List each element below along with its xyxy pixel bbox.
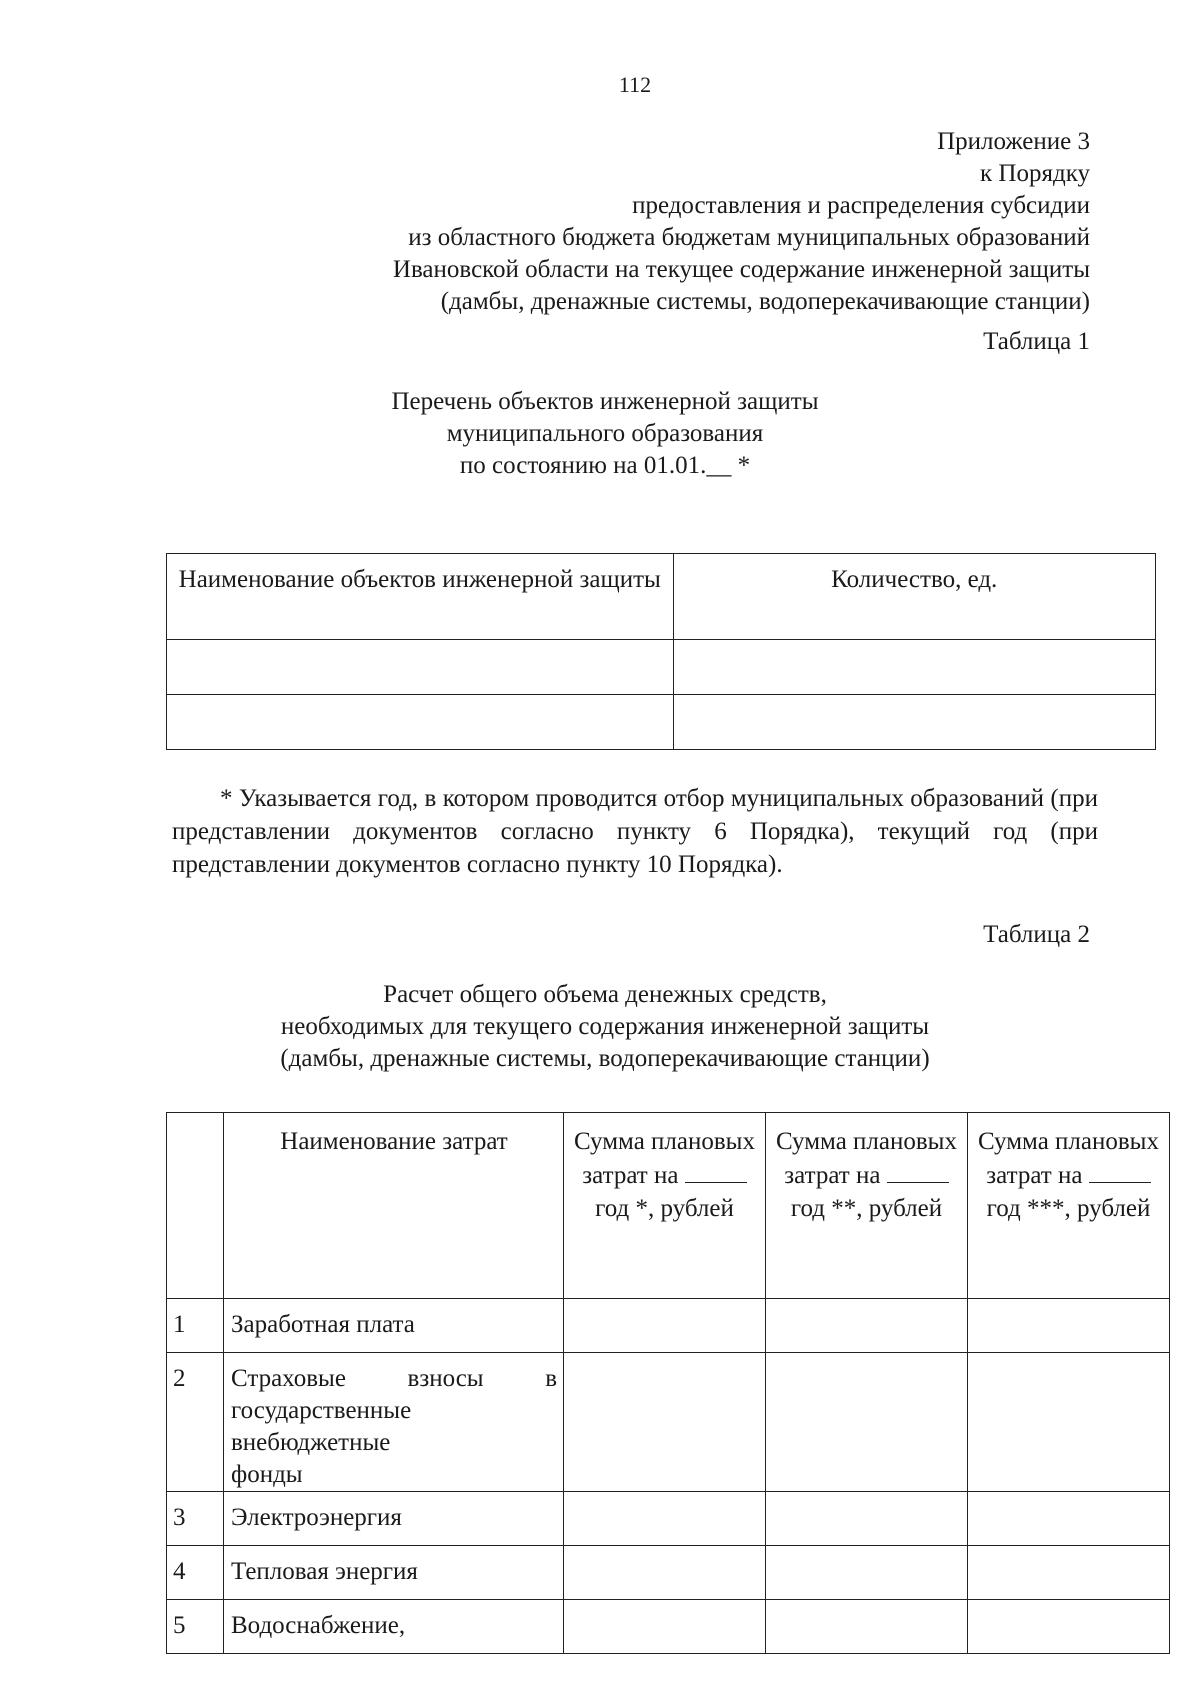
table-cell[interactable] [564,1299,766,1353]
table-cell[interactable] [673,640,1156,695]
row-number: 3 [167,1492,224,1546]
table1-label: Таблица 1 [983,328,1090,355]
header-sum-2 [766,1113,968,1299]
table2-title-line: необходимых для текущего содержания инженерной защиты [280,1013,930,1040]
header-sum-3 [968,1113,1170,1299]
appendix-line: (дамбы, дренажные системы, водоперекачивающие станции) [440,288,1090,315]
table-row [167,1353,1170,1492]
table-cell[interactable] [766,1546,968,1600]
year-blank [887,1158,949,1183]
header-sum-3-suffix: год ***, рублей [986,1195,1151,1222]
header-quantity: Количество, ед. [673,554,1156,640]
table-row [167,695,1156,750]
objects-table [166,553,1156,750]
row-number: 5 [167,1600,224,1654]
table-cell[interactable] [968,1353,1170,1492]
header-sum-2-text: Сумма плановых затрат на [776,1128,957,1189]
table-row [167,1600,1170,1654]
header-sum-3-text: Сумма плановых затрат на [978,1128,1159,1189]
table-cell[interactable] [968,1492,1170,1546]
table-row [167,640,1156,695]
row-number: 1 [167,1299,224,1353]
row-cost-name: Электроэнергия [224,1492,564,1546]
header-sum-1 [564,1113,766,1299]
appendix-header [393,126,1090,318]
row-cost-name: Заработная плата [224,1299,564,1353]
appendix-line: предоставления и распределения субсидии [632,192,1090,219]
table-cell[interactable] [564,1492,766,1546]
word: Страховые [231,1365,346,1392]
header-sum-2-suffix: год **, рублей [790,1195,943,1222]
row-number: 4 [167,1546,224,1600]
year-blank [1089,1158,1151,1183]
table-cell[interactable] [766,1600,968,1654]
table2-title-line: Расчет общего объема денежных средств, [383,981,827,1008]
table-cell[interactable] [968,1600,1170,1654]
table-header-row [167,1113,1170,1299]
table-row [167,1492,1170,1546]
table-cell[interactable] [766,1299,968,1353]
row-number: 2 [167,1353,224,1492]
row-cost-name: Водоснабжение, [224,1600,564,1654]
table-cell[interactable] [564,1546,766,1600]
footnote [172,782,1098,881]
row-cost-name: Тепловая энергия [224,1546,564,1600]
table2-title [0,979,1200,1075]
footnote-text: * Указывается год, в котором проводится отбор муниципальных образований (при представлении документов согласно пункту 6 Порядка), текущий год (при представлении документов согласно пункту 10 Порядка). [172,785,1098,878]
row-cost-name [224,1353,564,1492]
table-cell[interactable] [564,1600,766,1654]
header-number [167,1113,224,1299]
costs-table [166,1112,1170,1654]
header-cost-name: Наименование затрат [224,1113,564,1299]
appendix-line: из областного бюджета бюджетам муниципальных образований [408,224,1090,251]
page-number: 112 [618,72,652,97]
appendix-line: к Порядку [980,160,1090,187]
table1-title-line: по состоянию на 01.01.__ * [459,452,751,479]
table1-title-line: муниципального образования [446,420,764,447]
table-cell[interactable] [968,1546,1170,1600]
table-cell[interactable] [673,695,1156,750]
table-row [167,1546,1170,1600]
table1-title-line: Перечень объектов инженерной защиты [391,388,819,415]
row-cost-name-rest: государственные внебюджетные фонды [231,1397,412,1488]
table-cell[interactable] [766,1353,968,1492]
table1-title [0,386,1200,482]
table-cell[interactable] [564,1353,766,1492]
row-cost-name-first-line [231,1363,557,1395]
word: в [545,1365,557,1392]
table-cell[interactable] [167,695,674,750]
header-sum-1-text: Сумма плановых затрат на [574,1128,755,1189]
table-row [167,1299,1170,1353]
header-sum-1-suffix: год *, рублей [595,1195,734,1222]
header-object-name: Наименование объектов инженерной защиты [167,554,674,640]
table-header-row [167,554,1156,640]
table-cell[interactable] [968,1299,1170,1353]
table2-title-line: (дамбы, дренажные системы, водоперекачивающие станции) [280,1045,930,1072]
year-blank [685,1158,747,1183]
table2-label: Таблица 2 [983,921,1090,948]
appendix-line: Приложение 3 [937,128,1090,155]
table-cell[interactable] [167,640,674,695]
table-cell[interactable] [766,1492,968,1546]
appendix-line: Ивановской области на текущее содержание инженерной защиты [392,256,1090,283]
word: взносы [407,1365,484,1392]
